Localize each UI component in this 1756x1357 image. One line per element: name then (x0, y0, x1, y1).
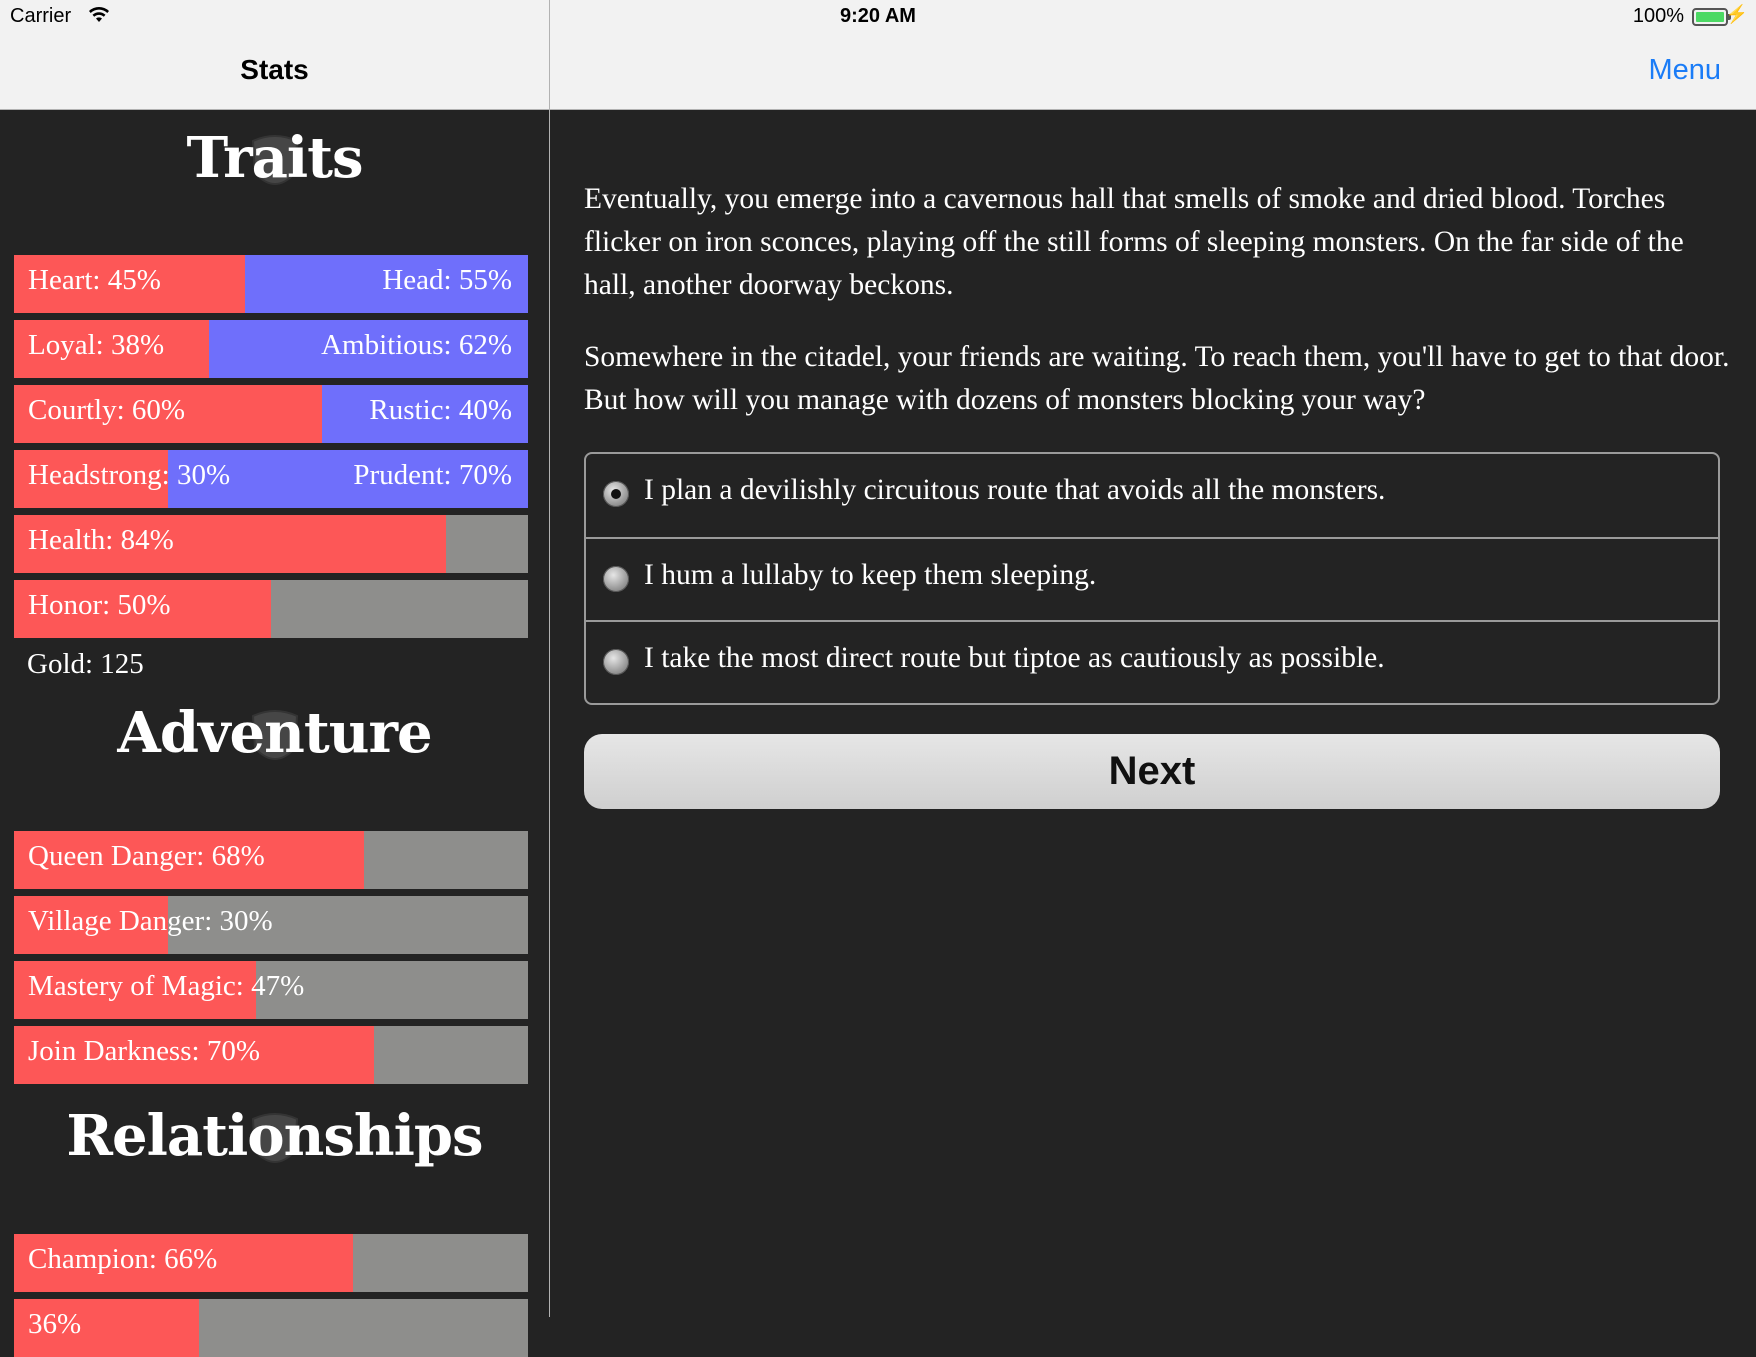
story-paragraph: Somewhere in the citadel, your friends are waiting. To reach them, you'll have to get to that door. But how will you manage with dozens of monsters blocking your way? (584, 341, 1730, 416)
bar-right-label: Rustic: 40% (369, 394, 512, 426)
bar-label: Join Darkness: 70% (28, 1035, 260, 1067)
traits-title: Traits (186, 125, 363, 191)
bar-right-label: Ambitious: 62% (321, 329, 512, 361)
charging-icon: ⚡ (1725, 4, 1748, 24)
bar-label: Mastery of Magic: 47% (28, 970, 305, 1002)
menu-button[interactable]: Menu (1648, 54, 1721, 86)
story-panel (550, 110, 1756, 1317)
story-paragraph: Eventually, you emerge into a cavernous hall that smells of smoke and dried blood. Torches flicker on iron sconces, playing off the still forms of sleeping monsters. On the far side of the hall, another doorway beckons. (584, 183, 1684, 301)
radio-button[interactable] (603, 566, 629, 592)
trait-bar-loyal-ambitious (14, 320, 528, 378)
stat-bar-queen-danger (14, 831, 528, 889)
adventure-header (0, 700, 549, 790)
stat-bar-honor (14, 580, 528, 638)
bar-left-label: Heart: 45% (28, 264, 161, 296)
bar-label: Health: 84% (28, 524, 174, 556)
choice-list (584, 452, 1720, 705)
stat-bar-mastery-of-magic (14, 961, 528, 1019)
choice-option[interactable] (586, 537, 1718, 620)
choice-text: I plan a devilishly circuitous route that avoids all the monsters. (644, 474, 1386, 506)
bar-label: Champion: 66% (28, 1243, 218, 1275)
bar-right-label: Prudent: 70% (353, 459, 512, 491)
trait-bar-headstrong-prudent (14, 450, 528, 508)
radio-button[interactable] (603, 649, 629, 675)
stat-bar-relationship (14, 1299, 528, 1357)
choice-option[interactable] (586, 620, 1718, 703)
bar-label: Village Danger: 30% (28, 905, 273, 937)
carrier-label: Carrier (10, 5, 72, 27)
battery-icon (1692, 8, 1728, 26)
traits-header (0, 125, 549, 215)
choice-option[interactable] (586, 454, 1718, 537)
story-nav-bar (550, 36, 1756, 110)
radio-button[interactable] (603, 481, 629, 507)
stat-bar-join-darkness (14, 1026, 528, 1084)
bar-left-label: Courtly: 60% (28, 394, 186, 426)
bar-label: Honor: 50% (28, 589, 171, 621)
trait-bar-heart-head (14, 255, 528, 313)
bar-label: Queen Danger: 68% (28, 840, 265, 872)
choice-text: I hum a lullaby to keep them sleeping. (644, 559, 1097, 591)
trait-bar-courtly-rustic (14, 385, 528, 443)
stat-bar-champion (14, 1234, 528, 1292)
relationships-title: Relationships (66, 1103, 483, 1169)
battery-percent: 100% (1632, 5, 1684, 27)
stats-nav-bar (0, 36, 549, 110)
relationships-header (0, 1103, 549, 1193)
next-button[interactable]: Next (584, 734, 1720, 809)
stats-title: Stats (240, 54, 309, 85)
status-bar (0, 0, 1756, 36)
stat-bar-health (14, 515, 528, 573)
bar-label: 36% (28, 1308, 82, 1340)
bar-right-label: Head: 55% (382, 264, 512, 296)
bar-left-label: Headstrong: 30% (28, 459, 231, 491)
gold-label: Gold: 125 (27, 648, 144, 680)
choice-text: I take the most direct route but tiptoe as cautiously as possible. (644, 642, 1385, 674)
stats-sidebar[interactable] (0, 110, 549, 1340)
stat-bar-village-danger (14, 896, 528, 954)
bar-left-label: Loyal: 38% (28, 329, 165, 361)
status-time: 9:20 AM (840, 5, 916, 27)
adventure-title: Adventure (117, 700, 432, 766)
